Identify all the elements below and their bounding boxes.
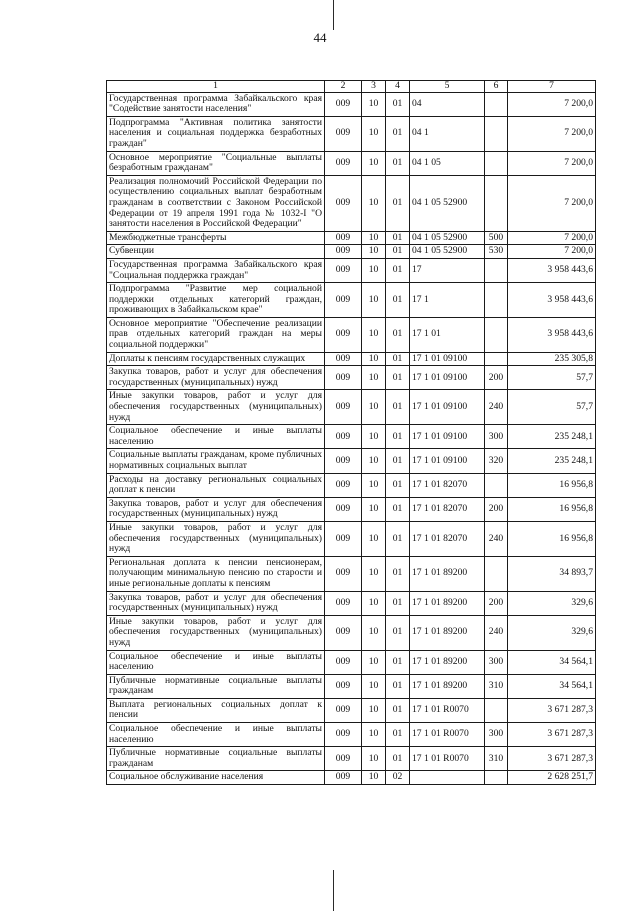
row-amount: 235 305,8	[508, 352, 596, 366]
row-expense-type: 320	[485, 449, 508, 473]
row-section-code: 10	[362, 449, 386, 473]
header-col-6: 6	[485, 81, 508, 93]
table-row	[107, 366, 596, 390]
row-amount: 3 958 443,6	[508, 283, 596, 318]
row-target-article: 04 1	[410, 116, 485, 151]
row-expense-type: 310	[485, 747, 508, 771]
table-body	[107, 92, 596, 784]
row-amount: 3 958 443,6	[508, 317, 596, 352]
row-target-article: 17 1 01 09100	[410, 449, 485, 473]
row-ved-code: 009	[325, 366, 362, 390]
table-row	[107, 473, 596, 497]
row-ved-code: 009	[325, 258, 362, 282]
row-name: Публичные нормативные социальные выплаты гражданам	[107, 747, 325, 771]
header-row	[107, 81, 596, 93]
row-target-article: 04 1 05 52900	[410, 231, 485, 245]
header-col-1: 1	[107, 81, 325, 93]
row-subsection-code: 01	[386, 116, 410, 151]
row-name: Закупка товаров, работ и услуг для обеспечения государственных (муниципальных) нужд	[107, 497, 325, 521]
row-section-code: 10	[362, 390, 386, 425]
row-amount: 3 671 287,3	[508, 723, 596, 747]
row-ved-code: 009	[325, 245, 362, 259]
row-expense-type: 240	[485, 521, 508, 556]
row-subsection-code: 01	[386, 650, 410, 674]
row-subsection-code: 01	[386, 747, 410, 771]
row-section-code: 10	[362, 175, 386, 231]
row-target-article: 17 1 01 09100	[410, 425, 485, 449]
table-row	[107, 258, 596, 282]
row-target-article: 04	[410, 92, 485, 116]
row-amount: 329,6	[508, 615, 596, 650]
row-section-code: 10	[362, 723, 386, 747]
row-section-code: 10	[362, 591, 386, 615]
table-row	[107, 674, 596, 698]
table-row	[107, 317, 596, 352]
row-expense-type	[485, 116, 508, 151]
row-name: Иные закупки товаров, работ и услуг для обеспечения государственных (муниципальных) нужд	[107, 521, 325, 556]
row-ved-code: 009	[325, 231, 362, 245]
table-row	[107, 245, 596, 259]
table-row	[107, 591, 596, 615]
row-expense-type: 240	[485, 615, 508, 650]
row-section-code: 10	[362, 317, 386, 352]
row-expense-type	[485, 698, 508, 722]
row-ved-code: 009	[325, 116, 362, 151]
row-ved-code: 009	[325, 650, 362, 674]
row-expense-type	[485, 352, 508, 366]
table-row	[107, 390, 596, 425]
row-section-code: 10	[362, 116, 386, 151]
row-ved-code: 009	[325, 674, 362, 698]
row-target-article: 17 1 01 89200	[410, 615, 485, 650]
header-col-7: 7	[508, 81, 596, 93]
row-name: Иные закупки товаров, работ и услуг для обеспечения государственных (муниципальных) нужд	[107, 615, 325, 650]
budget-table	[106, 80, 596, 785]
row-subsection-code: 01	[386, 521, 410, 556]
scan-margin-line-top	[333, 0, 334, 30]
row-target-article: 04 1 05 52900	[410, 175, 485, 231]
header-col-2: 2	[325, 81, 362, 93]
row-name: Выплата региональных социальных доплат к пенсии	[107, 698, 325, 722]
row-amount: 329,6	[508, 591, 596, 615]
row-name: Закупка товаров, работ и услуг для обеспечения государственных (муниципальных) нужд	[107, 366, 325, 390]
row-amount: 7 200,0	[508, 116, 596, 151]
table-row	[107, 425, 596, 449]
row-section-code: 10	[362, 258, 386, 282]
row-ved-code: 009	[325, 615, 362, 650]
row-section-code: 10	[362, 747, 386, 771]
row-name: Иные закупки товаров, работ и услуг для обеспечения государственных (муниципальных) нужд	[107, 390, 325, 425]
table-row	[107, 771, 596, 785]
row-subsection-code: 01	[386, 92, 410, 116]
row-amount: 3 958 443,6	[508, 258, 596, 282]
row-ved-code: 009	[325, 449, 362, 473]
row-name: Социальные выплаты гражданам, кроме публичных нормативных социальных выплат	[107, 449, 325, 473]
row-subsection-code: 01	[386, 231, 410, 245]
row-expense-type: 240	[485, 390, 508, 425]
scan-margin-line-bottom	[333, 870, 334, 911]
row-amount: 3 671 287,3	[508, 698, 596, 722]
row-subsection-code: 01	[386, 151, 410, 175]
row-target-article: 17 1 01 R0070	[410, 747, 485, 771]
row-amount: 16 956,8	[508, 497, 596, 521]
table-row	[107, 283, 596, 318]
table-row	[107, 116, 596, 151]
row-ved-code: 009	[325, 698, 362, 722]
row-name: Основное мероприятие "Социальные выплаты безработным гражданам"	[107, 151, 325, 175]
row-expense-type: 200	[485, 497, 508, 521]
row-subsection-code: 01	[386, 258, 410, 282]
table-row	[107, 92, 596, 116]
row-target-article: 17 1 01 82070	[410, 473, 485, 497]
row-amount: 235 248,1	[508, 449, 596, 473]
row-subsection-code: 01	[386, 245, 410, 259]
row-subsection-code: 01	[386, 390, 410, 425]
row-ved-code: 009	[325, 747, 362, 771]
row-section-code: 10	[362, 497, 386, 521]
row-target-article: 04 1 05 52900	[410, 245, 485, 259]
row-name: Социальное обеспечение и иные выплаты населению	[107, 650, 325, 674]
row-subsection-code: 01	[386, 317, 410, 352]
row-name: Государственная программа Забайкальского края "Содействие занятости населения"	[107, 92, 325, 116]
row-ved-code: 009	[325, 352, 362, 366]
table-row	[107, 698, 596, 722]
row-target-article: 17 1	[410, 283, 485, 318]
row-target-article: 17 1 01 89200	[410, 556, 485, 591]
row-amount: 3 671 287,3	[508, 747, 596, 771]
row-amount: 34 564,1	[508, 674, 596, 698]
row-name: Социальное обеспечение и иные выплаты населению	[107, 723, 325, 747]
table-row	[107, 449, 596, 473]
row-section-code: 10	[362, 521, 386, 556]
row-section-code: 10	[362, 473, 386, 497]
table-row	[107, 231, 596, 245]
row-section-code: 10	[362, 283, 386, 318]
row-target-article: 17 1 01	[410, 317, 485, 352]
table-row	[107, 521, 596, 556]
row-amount: 16 956,8	[508, 521, 596, 556]
row-expense-type: 300	[485, 650, 508, 674]
row-expense-type	[485, 771, 508, 785]
table-row	[107, 352, 596, 366]
row-subsection-code: 01	[386, 283, 410, 318]
row-ved-code: 009	[325, 175, 362, 231]
row-section-code: 10	[362, 151, 386, 175]
row-ved-code: 009	[325, 723, 362, 747]
row-ved-code: 009	[325, 591, 362, 615]
row-ved-code: 009	[325, 283, 362, 318]
row-section-code: 10	[362, 425, 386, 449]
row-target-article: 17 1 01 R0070	[410, 723, 485, 747]
table-row	[107, 556, 596, 591]
row-section-code: 10	[362, 231, 386, 245]
row-name: Реализация полномочий Российской Федерации по осуществлению социальных выплат безработным гражданам в соответствии с Законом Российской Федерации от 19 апреля 1991 года № 1032-I "О занятости населения в Российской Федерации"	[107, 175, 325, 231]
header-col-4: 4	[386, 81, 410, 93]
row-name: Региональная доплата к пенсии пенсионерам, получающим минимальную пенсию по старости и иные региональные доплаты к пенсиям	[107, 556, 325, 591]
row-expense-type	[485, 175, 508, 231]
row-amount: 235 248,1	[508, 425, 596, 449]
row-amount: 2 628 251,7	[508, 771, 596, 785]
row-expense-type	[485, 258, 508, 282]
row-section-code: 10	[362, 245, 386, 259]
header-col-3: 3	[362, 81, 386, 93]
row-ved-code: 009	[325, 425, 362, 449]
row-subsection-code: 01	[386, 674, 410, 698]
row-expense-type: 500	[485, 231, 508, 245]
table-row	[107, 650, 596, 674]
row-amount: 57,7	[508, 366, 596, 390]
row-expense-type: 310	[485, 674, 508, 698]
row-section-code: 10	[362, 556, 386, 591]
table-row	[107, 615, 596, 650]
row-expense-type	[485, 151, 508, 175]
table-header	[107, 81, 596, 93]
row-name: Социальное обеспечение и иные выплаты населению	[107, 425, 325, 449]
row-name: Расходы на доставку региональных социальных доплат к пенсии	[107, 473, 325, 497]
row-ved-code: 009	[325, 151, 362, 175]
row-name: Публичные нормативные социальные выплаты гражданам	[107, 674, 325, 698]
row-section-code: 10	[362, 352, 386, 366]
row-section-code: 10	[362, 615, 386, 650]
row-name: Основное мероприятие "Обеспечение реализации прав отдельных категорий граждан на меры социальной поддержки"	[107, 317, 325, 352]
row-expense-type: 300	[485, 723, 508, 747]
table-row	[107, 175, 596, 231]
row-ved-code: 009	[325, 317, 362, 352]
row-expense-type	[485, 556, 508, 591]
row-target-article: 17 1 01 09100	[410, 352, 485, 366]
row-ved-code: 009	[325, 473, 362, 497]
row-amount: 7 200,0	[508, 92, 596, 116]
page-number: 44	[313, 30, 327, 45]
row-amount: 34 564,1	[508, 650, 596, 674]
row-subsection-code: 01	[386, 591, 410, 615]
row-expense-type: 200	[485, 366, 508, 390]
header-col-5: 5	[410, 81, 485, 93]
row-target-article: 17 1 01 82070	[410, 497, 485, 521]
row-ved-code: 009	[325, 556, 362, 591]
row-amount: 7 200,0	[508, 245, 596, 259]
row-target-article: 17 1 01 09100	[410, 366, 485, 390]
table-row	[107, 497, 596, 521]
row-ved-code: 009	[325, 92, 362, 116]
row-target-article: 17 1 01 89200	[410, 650, 485, 674]
row-amount: 7 200,0	[508, 231, 596, 245]
row-amount: 57,7	[508, 390, 596, 425]
row-subsection-code: 01	[386, 449, 410, 473]
row-subsection-code: 01	[386, 556, 410, 591]
row-amount: 7 200,0	[508, 175, 596, 231]
row-section-code: 10	[362, 650, 386, 674]
row-expense-type	[485, 92, 508, 116]
row-expense-type: 200	[485, 591, 508, 615]
row-amount: 16 956,8	[508, 473, 596, 497]
row-target-article: 04 1 05	[410, 151, 485, 175]
row-target-article: 17 1 01 82070	[410, 521, 485, 556]
row-name: Закупка товаров, работ и услуг для обеспечения государственных (муниципальных) нужд	[107, 591, 325, 615]
row-target-article	[410, 771, 485, 785]
row-section-code: 10	[362, 698, 386, 722]
row-subsection-code: 01	[386, 615, 410, 650]
row-target-article: 17 1 01 09100	[410, 390, 485, 425]
row-expense-type: 530	[485, 245, 508, 259]
row-expense-type: 300	[485, 425, 508, 449]
row-ved-code: 009	[325, 521, 362, 556]
row-target-article: 17	[410, 258, 485, 282]
row-subsection-code: 02	[386, 771, 410, 785]
row-name: Государственная программа Забайкальского края "Социальная поддержка граждан"	[107, 258, 325, 282]
row-subsection-code: 01	[386, 473, 410, 497]
row-subsection-code: 01	[386, 175, 410, 231]
row-name: Субвенции	[107, 245, 325, 259]
row-ved-code: 009	[325, 497, 362, 521]
row-name: Подпрограмма "Активная политика занятости населения и социальная поддержка безработных граждан"	[107, 116, 325, 151]
row-subsection-code: 01	[386, 497, 410, 521]
row-amount: 7 200,0	[508, 151, 596, 175]
row-subsection-code: 01	[386, 425, 410, 449]
row-name: Социальное обслуживание населения	[107, 771, 325, 785]
row-expense-type	[485, 283, 508, 318]
row-name: Доплаты к пенсиям государственных служащих	[107, 352, 325, 366]
row-subsection-code: 01	[386, 366, 410, 390]
table-row	[107, 747, 596, 771]
row-ved-code: 009	[325, 771, 362, 785]
row-section-code: 10	[362, 92, 386, 116]
row-expense-type	[485, 473, 508, 497]
row-section-code: 10	[362, 771, 386, 785]
row-ved-code: 009	[325, 390, 362, 425]
row-subsection-code: 01	[386, 723, 410, 747]
table-row	[107, 151, 596, 175]
row-section-code: 10	[362, 674, 386, 698]
row-subsection-code: 01	[386, 698, 410, 722]
table-row	[107, 723, 596, 747]
row-expense-type	[485, 317, 508, 352]
row-target-article: 17 1 01 89200	[410, 674, 485, 698]
row-target-article: 17 1 01 89200	[410, 591, 485, 615]
row-subsection-code: 01	[386, 352, 410, 366]
row-target-article: 17 1 01 R0070	[410, 698, 485, 722]
row-amount: 34 893,7	[508, 556, 596, 591]
row-name: Подпрограмма "Развитие мер социальной поддержки отдельных категорий граждан, проживающих в Забайкальском крае"	[107, 283, 325, 318]
row-name: Межбюджетные трансферты	[107, 231, 325, 245]
row-section-code: 10	[362, 366, 386, 390]
